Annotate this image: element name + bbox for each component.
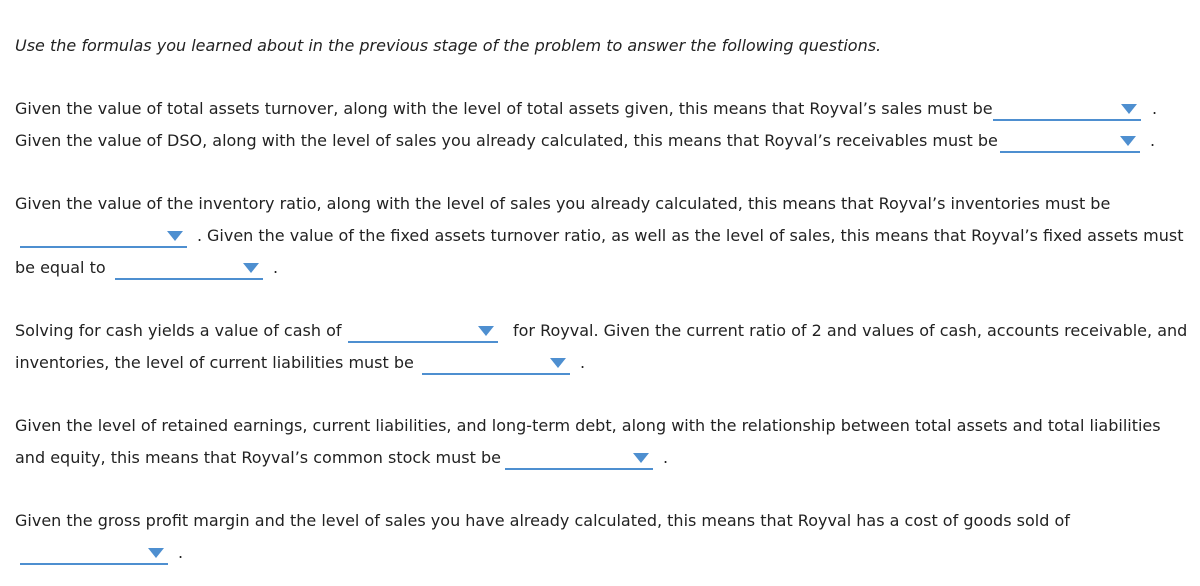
fixed-assets-dropdown[interactable] xyxy=(115,256,263,280)
question-sales: Given the value of total assets turnover, along with the level of total assets given, this means that Royval’s sales must be xyxy=(15,99,993,118)
receivables-dropdown[interactable] xyxy=(1000,129,1140,153)
question-common-stock-cont: and equity, this means that Royval’s common stock must be xyxy=(15,448,501,467)
question-fixed-assets: Given the value of the fixed assets turnover ratio, as well as the level of sales, this means that Royval’s fixed assets must xyxy=(207,226,1184,245)
question-current-liabilities: inventories, the level of current liabilities must be xyxy=(15,353,414,372)
cogs-dropdown[interactable] xyxy=(20,541,168,565)
period: . xyxy=(580,353,586,372)
triangle-down-icon xyxy=(243,263,259,273)
question-current-ratio: for Royval. Given the current ratio of 2 and values of cash, accounts receivable, and xyxy=(513,321,1188,340)
question-inventories: Given the value of the inventory ratio, along with the level of sales you already calculated, this means that Royval’s inventories must be xyxy=(15,194,1111,213)
question-fixed-assets-cont: be equal to xyxy=(15,258,106,277)
instructions: Use the formulas you learned about in the previous stage of the problem to answer the following questions. xyxy=(15,36,882,55)
sales-dropdown[interactable] xyxy=(993,97,1141,121)
current-liabilities-dropdown[interactable] xyxy=(422,351,570,375)
triangle-down-icon xyxy=(1120,136,1136,146)
question-receivables: Given the value of DSO, along with the level of sales you already calculated, this means that Royval’s receivables must be xyxy=(15,131,998,150)
inventories-dropdown[interactable] xyxy=(20,224,187,248)
cash-dropdown[interactable] xyxy=(348,319,498,343)
common-stock-dropdown[interactable] xyxy=(505,446,653,470)
period: . xyxy=(178,543,184,562)
triangle-down-icon xyxy=(167,231,183,241)
question-cash: Solving for cash yields a value of cash of xyxy=(15,321,342,340)
period: . xyxy=(663,448,669,467)
period: . xyxy=(1150,131,1156,150)
question-cogs: Given the gross profit margin and the level of sales you have already calculated, this means that Royval has a cost of goods sold of xyxy=(15,511,1070,530)
triangle-down-icon xyxy=(478,326,494,336)
period: . xyxy=(273,258,279,277)
triangle-down-icon xyxy=(148,548,164,558)
triangle-down-icon xyxy=(550,358,566,368)
question-common-stock: Given the level of retained earnings, current liabilities, and long-term debt, along with the relationship between total assets and total liabilities xyxy=(15,416,1161,435)
triangle-down-icon xyxy=(1121,104,1137,114)
period: . xyxy=(1152,99,1158,118)
period: . xyxy=(197,226,203,245)
triangle-down-icon xyxy=(633,453,649,463)
